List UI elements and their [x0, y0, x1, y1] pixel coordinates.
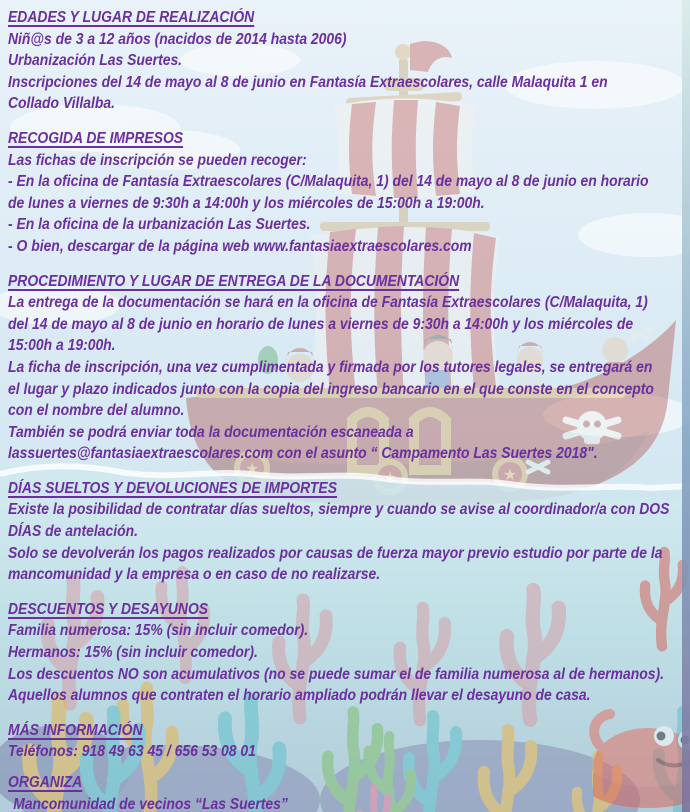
text-line: Collado Villalba. — [8, 95, 115, 113]
email-link-text: lassuertes@fantasiaextraescolares.com con el asunto “ Campamento Las Suertes 2018". — [8, 445, 598, 463]
text-line: Urbanización Las Suertes. — [8, 52, 183, 70]
section-heading: EDADES Y LUGAR DE REALIZACIÓN — [8, 9, 255, 26]
phone-numbers: Teléfonos: 918 49 63 45 / 656 53 08 01 — [8, 743, 256, 761]
svg-text:★: ★ — [244, 461, 260, 478]
text-line: También se podrá enviar toda la documentación escaneada a — [8, 423, 414, 441]
section-edades — [8, 7, 690, 115]
section-descuentos — [8, 599, 690, 707]
section-heading: MÁS INFORMACIÓN — [8, 721, 143, 739]
text-line: Familia numerosa: 15% (sin incluir comedor). — [8, 622, 309, 640]
text-line: con el nombre del alumno. — [8, 402, 185, 420]
text-line: La entrega de la documentación se hará en la oficina de Fantasía Extraescolares (C/Malaquita, 1) — [8, 294, 648, 312]
section-dias-sueltos — [8, 478, 690, 586]
section-procedimiento — [8, 271, 690, 465]
text-line: del 14 de mayo al 8 de junio en horario de lunes a viernes de 9:30h a 14:00h y los miércoles de — [8, 315, 634, 333]
section-heading: DESCUENTOS Y DESAYUNOS — [8, 600, 209, 618]
text-line: de lunes a viernes de 9:30h a 14:00h y los miércoles de 15:00h a 19:00h. — [8, 194, 485, 212]
svg-text:★: ★ — [382, 470, 398, 487]
section-heading: ORGANIZA — [8, 774, 83, 791]
organizer-name: Mancomunidad de vecinos “Las Suertes” — [13, 795, 288, 812]
text-line: el lugar y plazo indicados junto con la copia del ingreso bancario en el que conste en el concepto — [8, 380, 654, 398]
website-link-text: - O bien, descargar de la página web www.fantasiaextraescolares.com — [8, 237, 472, 255]
text-line: DÍAS de antelación. — [8, 523, 138, 541]
section-heading: DÍAS SUELTOS Y DEVOLUCIONES DE IMPORTES — [8, 479, 337, 497]
section-mas-informacion — [8, 720, 690, 763]
text-line: Los descuentos NO son acumulativos (no se puede sumar el de familia numerosa al de hermanos). — [8, 665, 664, 683]
text-line: Inscripciones del 14 de mayo al 8 de junio en Fantasía Extraescolares, calle Malaquita 1 en — [8, 73, 608, 91]
text-line: Aquellos alumnos que contraten el horario ampliado podrán llevar el desayuno de casa. — [8, 687, 591, 705]
section-recogida — [8, 128, 690, 258]
text-line: mancomunidad y la empresa o en caso de no realizarse. — [8, 566, 381, 584]
text-line: Niñ@s de 3 a 12 años (nacidos de 2014 hasta 2006) — [8, 30, 347, 48]
text-line: La ficha de inscripción, una vez cumplimentada y firmada por los tutores legales, se entregará en — [8, 358, 653, 376]
text-line: - En la oficina de la urbanización Las Suertes. — [8, 216, 311, 234]
text-line: - En la oficina de Fantasía Extraescolares (C/Malaquita, 1) del 14 de mayo al 8 de junio en horario — [8, 173, 649, 191]
svg-text:★: ★ — [502, 467, 518, 484]
text-line: Las fichas de inscripción se pueden recoger: — [8, 151, 307, 169]
text-line: Existe la posibilidad de contratar días sueltos, siempre y cuando se avise al coordinador/a con DOS — [8, 501, 670, 519]
section-organiza — [8, 772, 690, 812]
section-heading: RECOGIDA DE IMPRESOS — [8, 129, 184, 147]
text-line: 15:00h a 19:00h. — [8, 337, 116, 355]
text-line: Solo se devolverán los pagos realizados por causas de fuerza mayor previo estudio por parte de la — [8, 544, 663, 562]
text-line: Hermanos: 15% (sin incluir comedor). — [8, 644, 258, 662]
section-heading: PROCEDIMIENTO Y LUGAR DE ENTREGA DE LA DOCUMENTACIÓN — [8, 272, 460, 290]
